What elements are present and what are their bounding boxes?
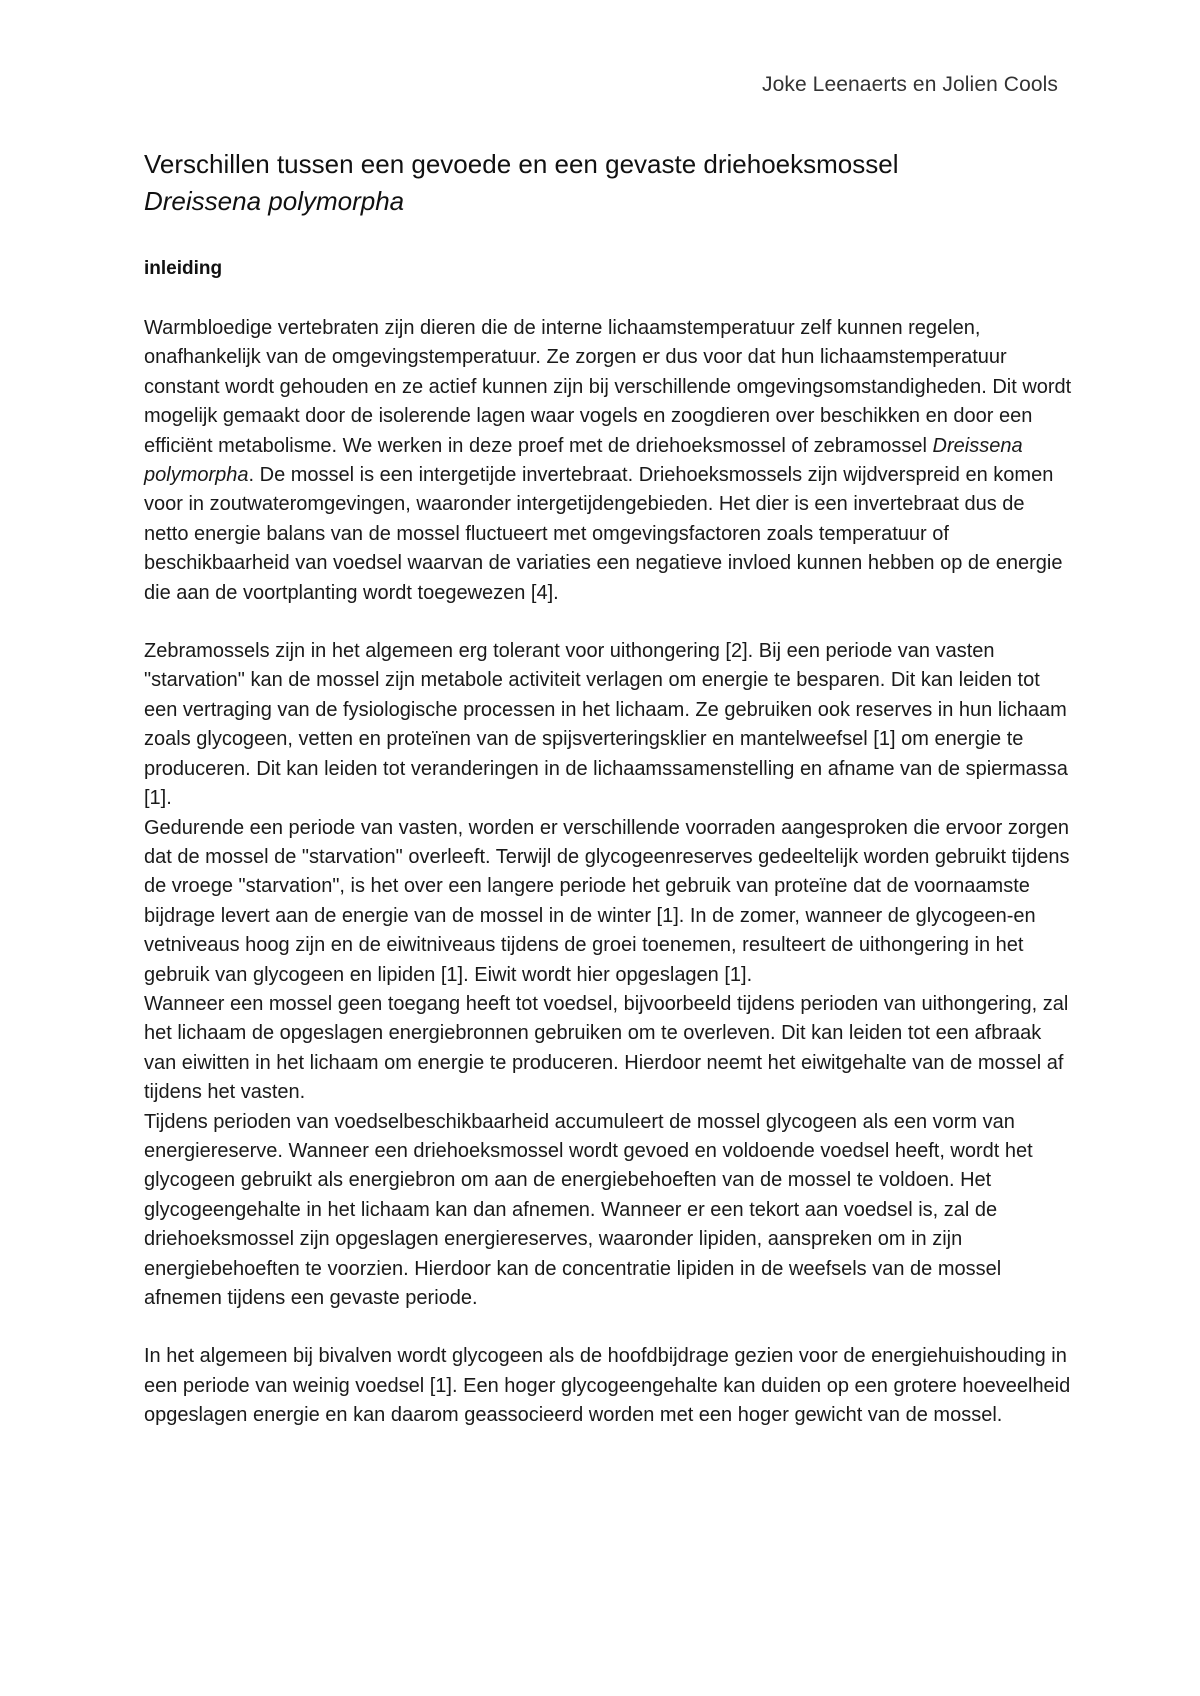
- paragraph-1-species: Dreissena polymorpha: [144, 434, 1023, 487]
- document-title: Verschillen tussen een gevoede en een gevaste driehoeksmossel: [144, 149, 899, 179]
- paragraph-1-text-a: Warmbloedige vertebraten zijn dieren die de interne lichaamstemperatuur zelf kunnen regelen, onafhankelijk van de omgevingstemperatuur. Ze zorgen er dus voor dat hun lichaamstemperatuur constant wordt gehouden en ze actief kunnen zijn bij verschillende omgevingsomstandigheden. Dit wordt mogelijk gemaakt door de isolerende lagen waar vogels en zoogdieren over beschikken en door een efficiënt metabolisme. We werken in deze proef met de driehoeksmossel of zebramossel: [144, 317, 1072, 457]
- section-heading-inleiding: inleiding: [144, 258, 223, 279]
- header-author: Joke Leenaerts en Jolien Cools: [761, 73, 1058, 96]
- document-title-species: Dreissena polymorpha: [144, 186, 405, 216]
- paragraph-2: Zebramossels zijn in het algemeen erg tolerant voor uithongering [2]. Bij een periode van vasten "starvation" kan de mossel zijn metabole activiteit verlagen om energie te besparen. Dit kan leiden tot een vertraging van de fysiologische processen in het lichaam. Ze gebruiken ook reserves in hun lichaam zoals glycogeen, vetten en proteïnen van de spijsverteringsklier en mantelweefsel [1] om energie te produceren. Dit kan leiden tot veranderingen in de lichaamssamenstelling en afname van de spiermassa [1].: [144, 640, 1068, 810]
- paragraph-5: Tijdens perioden van voedselbeschikbaarheid accumuleert de mossel glycogeen als een vorm van energiereserve. Wanneer een driehoeksmossel wordt gevoed en voldoende voedsel heeft, wordt het glycogeen gebruikt als energiebron om aan de energiebehoeften van de mossel te voldoen. Het glycogeengehalte in het lichaam kan dan afnemen. Wanneer er een tekort aan voedsel is, zal de driehoeksmossel zijn opgeslagen energiereserves, waaronder lipiden, aanspreken om in zijn energiebehoeften te voorzien. Hierdoor kan de concentratie lipiden in de weefsels van de mossel afnemen tijdens een gevaste periode.: [144, 1110, 1033, 1309]
- paragraph-4: Wanneer een mossel geen toegang heeft tot voedsel, bijvoorbeeld tijdens perioden van uithongering, zal het lichaam de opgeslagen energiebronnen gebruiken om te overleven. Dit kan leiden tot een afbraak van eiwitten in het lichaam om energie te produceren. Hierdoor neemt het eiwitgehalte van de mossel af tijdens het vasten.: [144, 992, 1069, 1104]
- spacer: [144, 284, 1074, 314]
- paragraph-1-text-b: . De mossel is een intergetijde invertebraat. Driehoeksmossels zijn wijdverspreid en komen voor in zoutwateromgevingen, waaronder intergetijdengebieden. Het dier is een invertebraat dus de netto energie balans van de mossel fluctueert met omgevingsfactoren zoals temperatuur of beschikbaarheid van voedsel waarvan de variaties een negatieve invloed kunnen hebben op de energie die aan de voortplanting wordt toegewezen [4].: [144, 464, 1063, 604]
- spacer: [144, 608, 1074, 637]
- paragraph-6: In het algemeen bij bivalven wordt glycogeen als de hoofdbijdrage gezien voor de energiehuishouding in een periode van weinig voedsel [1]. Een hoger glycogeengehalte kan duiden op een grotere hoeveelheid opgeslagen energie en kan daarom geassocieerd worden met een hoger gewicht van de mossel.: [144, 1345, 1071, 1427]
- spacer: [144, 1313, 1074, 1342]
- paragraph-3: Gedurende een periode van vasten, worden er verschillende voorraden aangesproken die ervoor zorgen dat de mossel de "starvation" overleeft. Terwijl de glycogeenreserves gedeeltelijk worden gebruikt tijdens de vroege "starvation", is het over een langere periode het gebruik van proteïne dat de voornaamste bijdrage levert aan de energie van de mossel in de winter [1]. In de zomer, wanneer de glycogeen-en vetniveaus hoog zijn en de eiwitniveaus tijdens de groei toenemen, resulteert de uithongering in het gebruik van glycogeen en lipiden [1]. Eiwit wordt hier opgeslagen [1].: [144, 816, 1070, 986]
- paragraph-1: [144, 314, 1074, 608]
- document-body: [144, 146, 1074, 1431]
